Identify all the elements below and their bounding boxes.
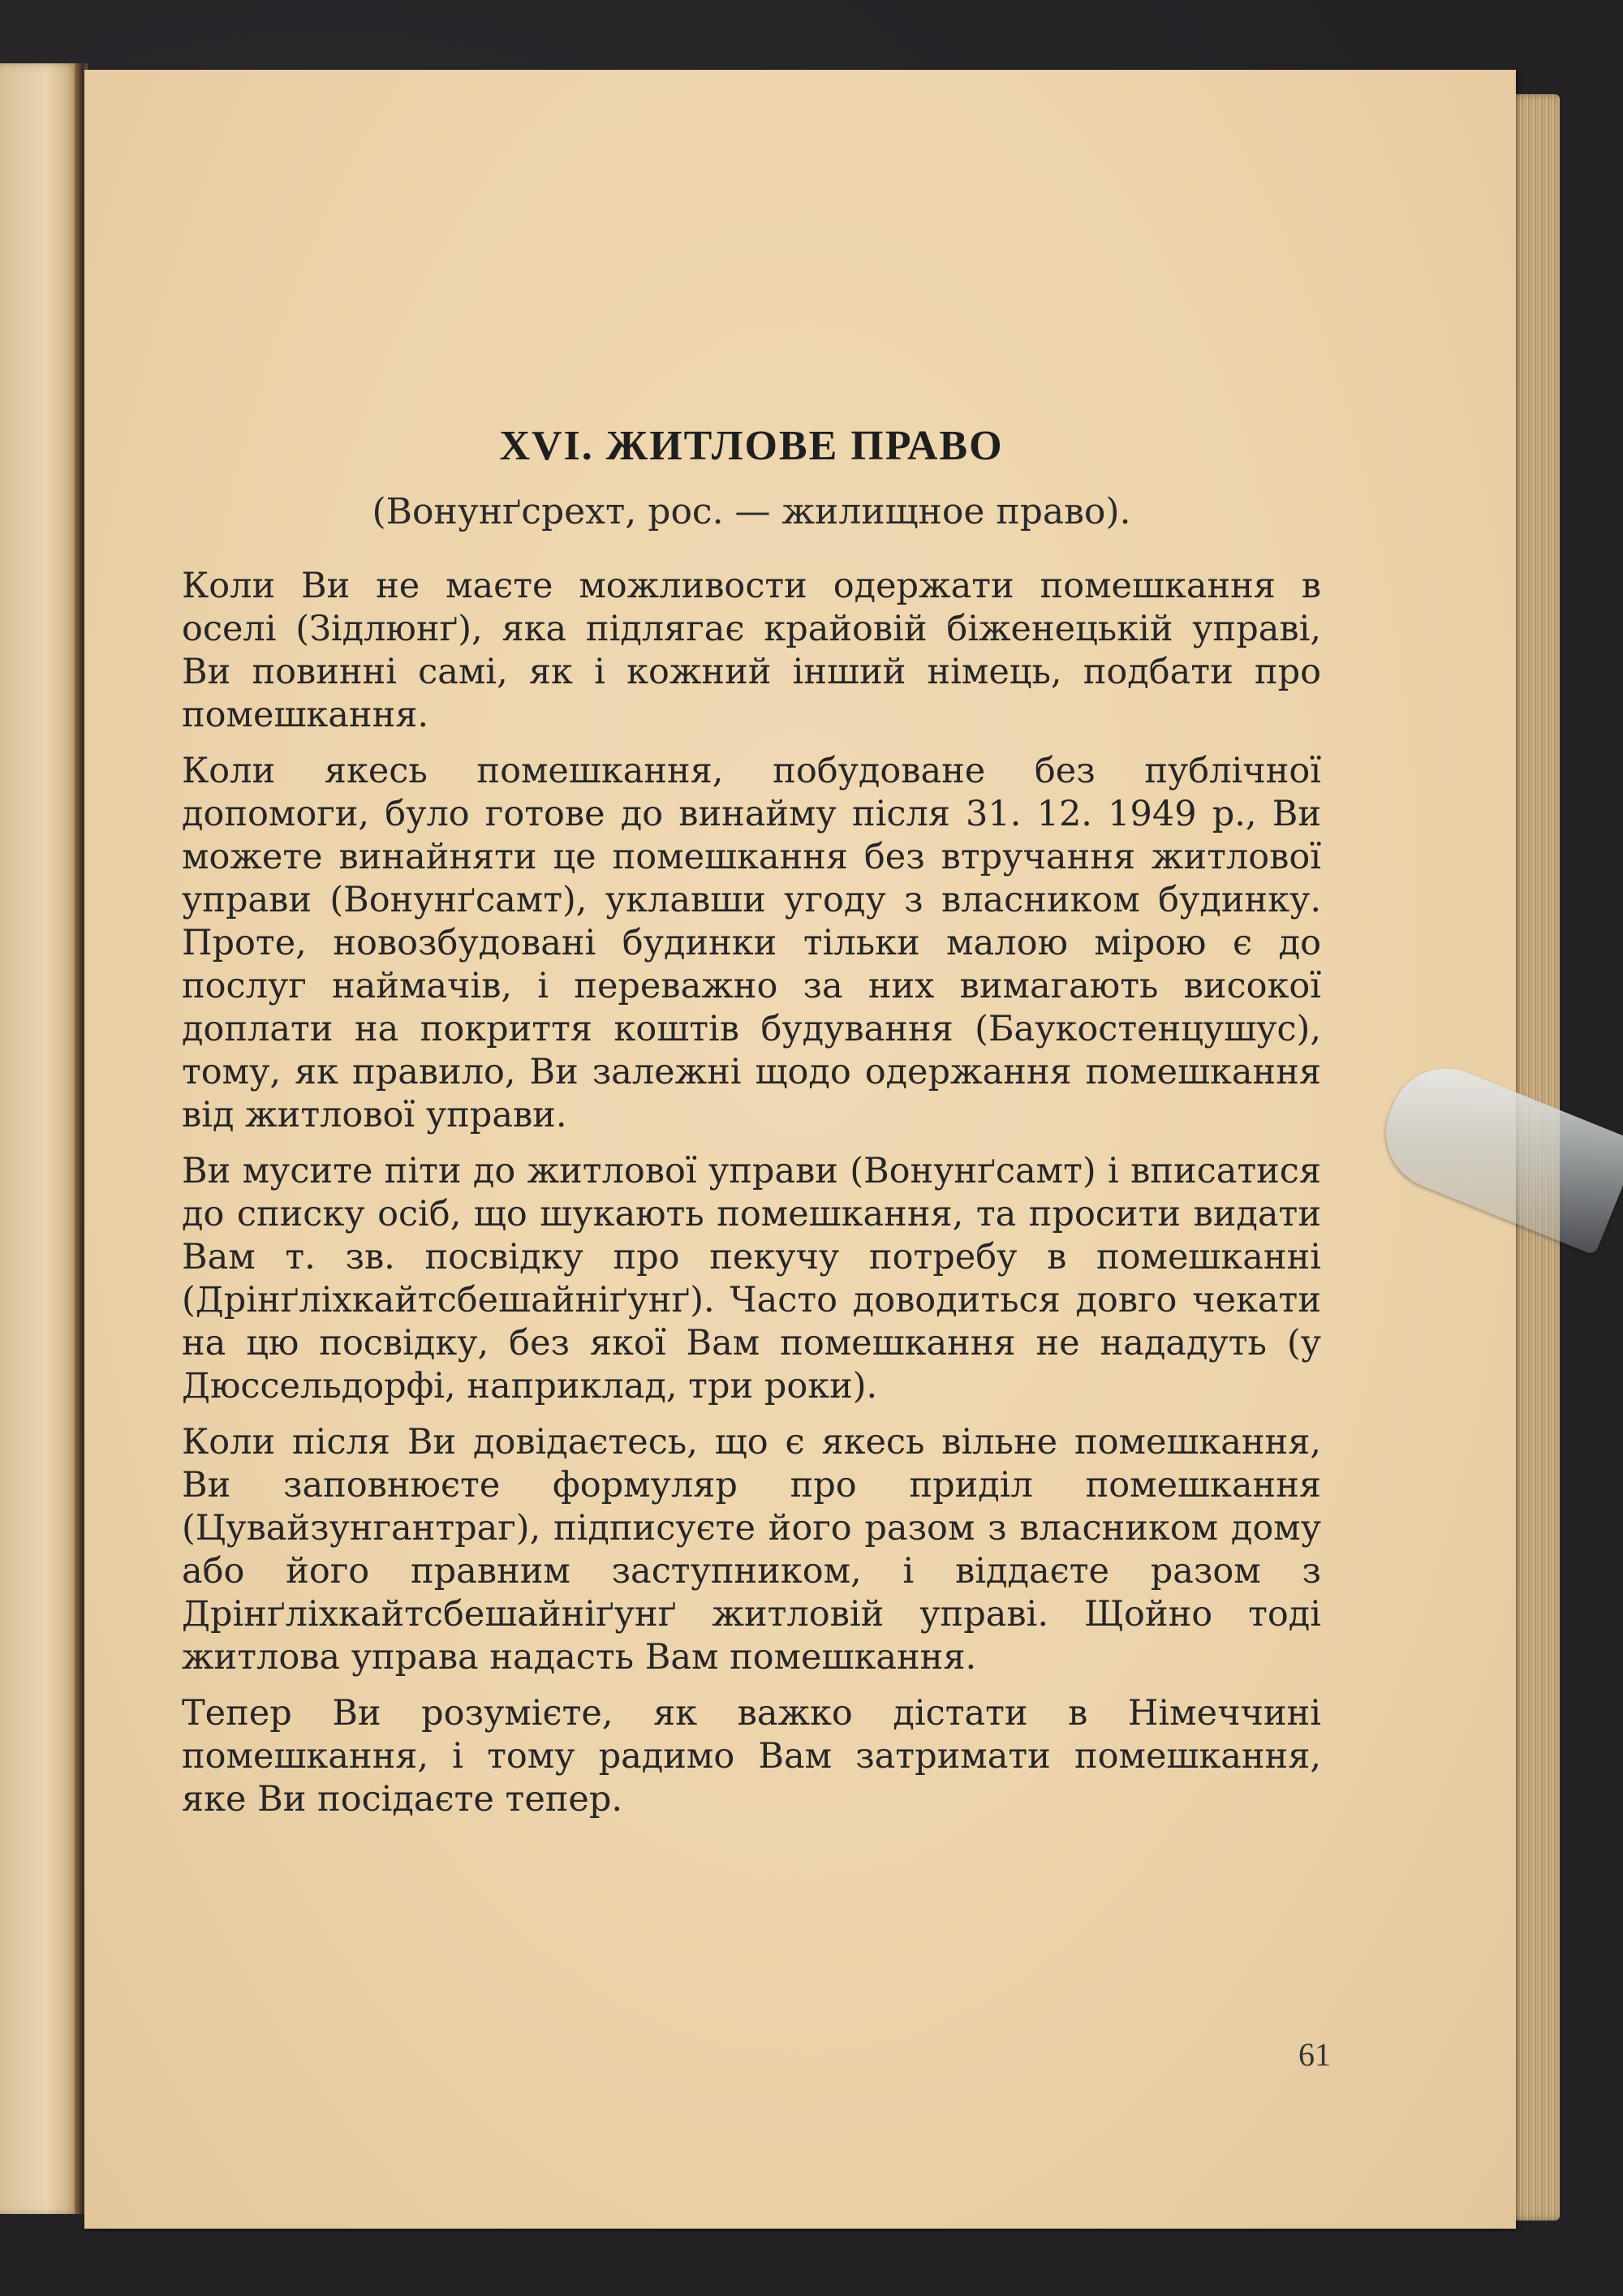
chapter-title: XVI. ЖИТЛОВЕ ПРАВО bbox=[499, 423, 1004, 469]
previous-page-edge bbox=[0, 63, 78, 2214]
chapter-subtitle: (Вонунґсрехт, рос. — жилищное право). bbox=[372, 491, 1131, 532]
paragraph-1: Коли Ви не маєте можливости одержати помешкання в оселі (Зідлюнґ), яка підлягає крайовій біженецькій управі, Ви повинні самі, як і кожний інший німець, подбати про помешкання. bbox=[182, 566, 1321, 735]
paragraph-4: Коли після Ви довідаєтесь, що є якесь вільне помешкання, Ви заповнюєте формуляр про приділ помешкання (Цувайзунгантраг), підписуєте його разом з власником дому або його правним заступником, і віддаєте разом з Дрінґліхкайтсбешайніґунґ житловій управі. Щойно тоді житлова управа надасть Вам помешкання. bbox=[182, 1422, 1321, 1678]
paragraph-5: Тепер Ви розумієте, як важко дістати в Німеччині помешкання, і тому радимо Вам затримати помешкання, яке Ви посідаєте тепер. bbox=[182, 1693, 1321, 1820]
paragraph-3: Ви мусите піти до житлової управи (Вонунґсамт) і вписатися до списку осіб, що шукають помешкання, та просити видати Вам т. зв. посвідку про пекучу потребу в помешканні (Дрінґліхкайтсбешайніґунґ). Часто доводиться довго чекати на цю посвідку, без якої Вам помешкання не нададуть (у Дюссельдорфі, наприклад, три роки). bbox=[182, 1151, 1321, 1406]
paragraph-2: Коли якесь помешкання, побудоване без публічної допомоги, було готове до винайму після 31. 12. 1949 р., Ви можете винайняти це помешкання без втручання житлової управи (Вонунґсамт), уклавши угоду з власником будинку. Проте, новозбудовані будинки тільки малою мірою є до послуг наймачів, і переважно за них вимагають високої доплати на покриття коштів будування (Баукостенцушус), тому, як правило, Ви залежні щодо одержання помешкання від житлової управи. bbox=[182, 751, 1321, 1135]
page-text bbox=[182, 422, 1321, 1834]
page-number: 61 bbox=[1298, 2036, 1331, 2073]
